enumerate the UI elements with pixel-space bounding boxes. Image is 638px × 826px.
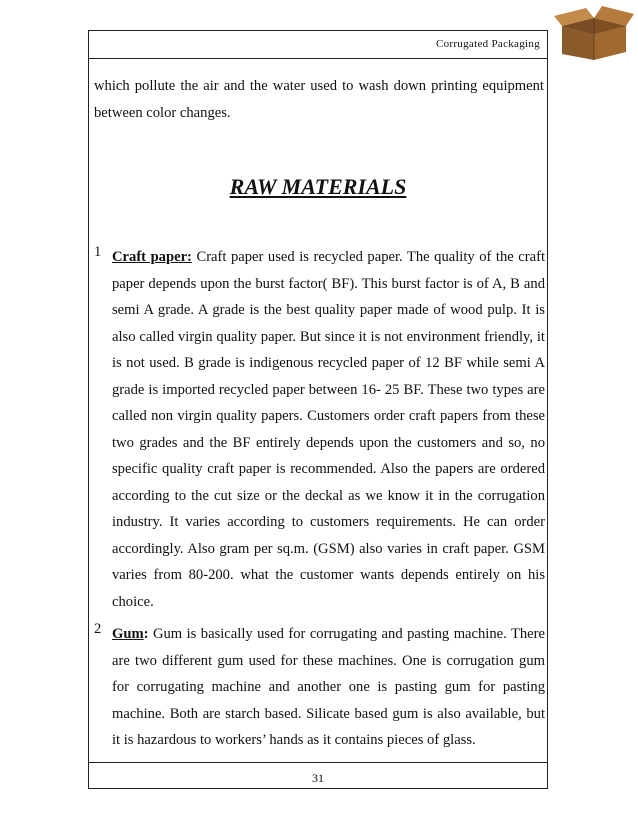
- item-number: 1: [94, 244, 102, 260]
- footer-divider: [88, 762, 548, 763]
- item-term: Gum: [112, 626, 144, 642]
- intro-paragraph: which pollute the air and the water used to wash down printing equipment between color changes.: [94, 78, 544, 121]
- item-text: Craft paper used is recycled paper. The quality of the craft paper depends upon the burst factor( BF). This burst factor is of A, B and semi A grade. A grade is the best quality paper made of wood pulp. It is also called virgin quality paper. But since it is not environment friendly, it is not used. B grade is indigenous recycled paper of 12 BF while semi A grade is imported recycled paper between 16- 25 BF. These two types are called non virgin quality papers. Customers order craft papers from these two grades and the BF entirely depends upon the customers and so, no specific quality craft paper is recommended. Also the papers are ordered according to the cut size or the deckal as we know it in the corrugation industry. It varies according to customers requirements. He can order accordingly. Also gram per sq.m. (GSM) also varies in craft paper. GSM varies from 80-200. what the customer wants depends entirely on his choice.: [112, 249, 545, 610]
- item-term: Craft paper:: [112, 249, 192, 265]
- list-item-gum: [112, 621, 545, 754]
- running-header: Corrugated Packaging: [435, 38, 540, 50]
- list-item-craft-paper: [112, 244, 545, 615]
- cardboard-box-icon: [552, 4, 636, 66]
- item-term-suffix: :: [143, 626, 149, 642]
- item-number: 2: [94, 621, 102, 637]
- section-title: RAW MATERIALS: [229, 174, 407, 199]
- page-number: 31: [312, 771, 324, 785]
- item-text: Gum is basically used for corrugating and pasting machine. There are two different gum used for these machines. One is corrugation gum for corrugating machine and another one is pasting gum for pasting machine. Both are starch based. Silicate based gum is also available, but it is hazardous to workers’ hands as it contains pieces of glass.: [112, 626, 545, 748]
- header-divider: [88, 58, 548, 59]
